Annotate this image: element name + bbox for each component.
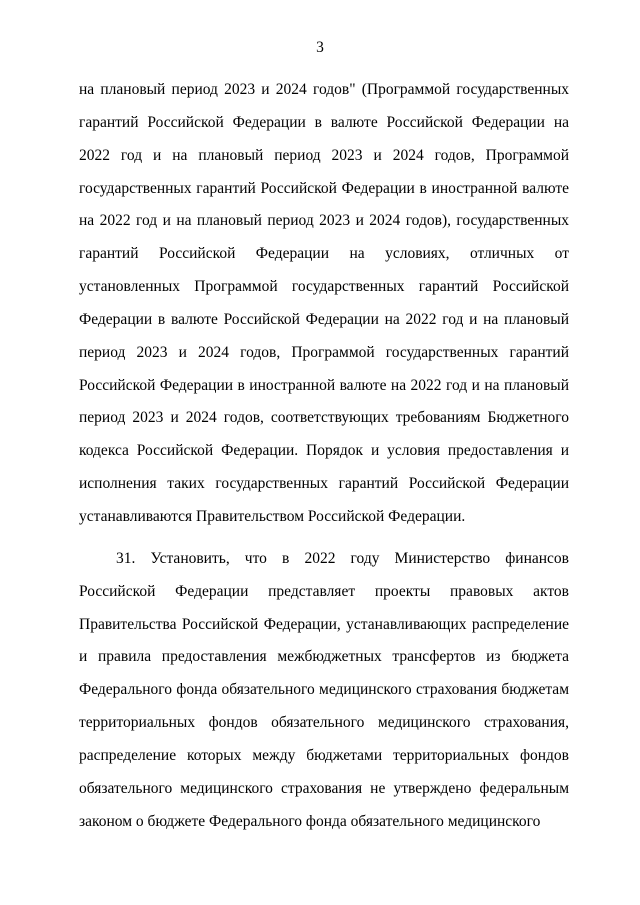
document-body bbox=[79, 74, 569, 838]
paragraph-item-31: 31. Установить, что в 2022 году Министерство финансов Российской Федерации представляет проекты правовых актов Правительства Российской Федерации, устанавливающих распределение и правила предоставления межбюджетных трансфертов из бюджета Федерального фонда обязательного медицинского страхования бюджетам территориальных фондов обязательного медицинского страхования, распределение которых между бюджетами территориальных фондов обязательного медицинского страхования не утверждено федеральным законом о бюджете Федерального фонда обязательного медицинского bbox=[79, 549, 569, 830]
page-number: 3 bbox=[316, 39, 324, 56]
paragraph-continuation: на плановый период 2023 и 2024 годов" (Программой государственных гарантий Российской Федерации в валюте Российской Федерации на 2022 год и на плановый период 2023 и 2024 годов, Программой государственных гарантий Российской Федерации в иностранной валюте на 2022 год и на плановый период 2023 и 2024 годов), государственных гарантий Российской Федерации на условиях, отличных от установленных Программой государственных гарантий Российской Федерации в валюте Российской Федерации на 2022 год и на плановый период 2023 и 2024 годов, Программой государственных гарантий Российской Федерации в иностранной валюте на 2022 год и на плановый период 2023 и 2024 годов, соответствующих требованиям Бюджетного кодекса Российской Федерации. Порядок и условия предоставления и исполнения таких государственных гарантий Российской Федерации устанавливаются Правительством Российской Федерации. bbox=[79, 81, 569, 525]
